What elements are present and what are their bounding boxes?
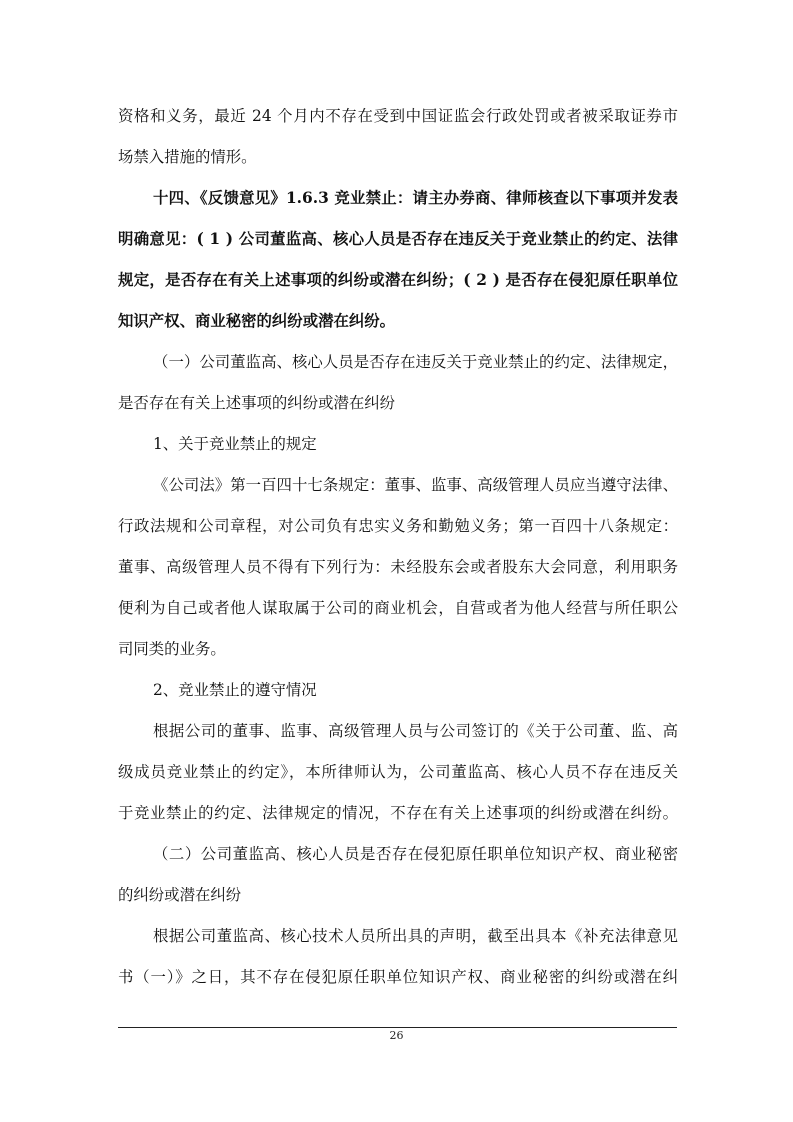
- question-heading-line: 十四、《反馈意见》1.6.3 竞业禁止：请主办券商、律师核查以下事项并发表: [153, 189, 678, 207]
- paragraph-line: 书（一）》之日，其不存在侵犯原任职单位知识产权、商业秘密的纠纷或潜在纠: [118, 968, 678, 986]
- paragraph-line: 行政法规和公司章程，对公司负有忠实义务和勤勉义务；第一百四十八条规定：: [118, 517, 678, 535]
- section-heading-line: （一）公司董监高、核心人员是否存在违反关于竞业禁止的约定、法律规定，: [153, 353, 678, 371]
- paragraph-line: 董事、高级管理人员不得有下列行为：未经股东会或者股东大会同意，利用职务: [118, 558, 678, 576]
- section-heading-line: 是否存在有关上述事项的纠纷或潜在纠纷: [118, 394, 396, 412]
- question-heading-line: 规定，是否存在有关上述事项的纠纷或潜在纠纷；( 2 ) 是否存在侵犯原任职单位: [118, 271, 678, 289]
- paragraph-line: 于竞业禁止的约定、法律规定的情况，不存在有关上述事项的纠纷或潜在纠纷。: [118, 804, 678, 822]
- paragraph-line: 根据公司董监高、核心技术人员所出具的声明，截至出具本《补充法律意见: [153, 927, 678, 945]
- question-heading-line: 明确意见：( 1 ) 公司董监高、核心人员是否存在违反关于竞业禁止的约定、法律: [118, 230, 678, 248]
- paragraph-line: 便利为自己或者他人谋取属于公司的商业机会，自营或者为他人经营与所任职公: [118, 599, 678, 617]
- paragraph-line: 《公司法》第一百四十七条规定：董事、监事、高级管理人员应当遵守法律、: [153, 476, 678, 494]
- paragraph-line: 资格和义务，最近 24 个月内不存在受到中国证监会行政处罚或者被采取证券市: [118, 107, 678, 125]
- paragraph-line: 级成员竞业禁止的约定》，本所律师认为，公司董监高、核心人员不存在违反关: [118, 763, 678, 781]
- subsection-heading: 1、关于竞业禁止的规定: [153, 435, 317, 453]
- section-heading-line: （二）公司董监高、核心人员是否存在侵犯原任职单位知识产权、商业秘密: [153, 845, 678, 863]
- body-text: [118, 96, 678, 998]
- paragraph-line: 根据公司的董事、监事、高级管理人员与公司签订的《关于公司董、监、高: [153, 722, 678, 740]
- section-heading-line: 的纠纷或潜在纠纷: [118, 886, 242, 904]
- footer-divider: [118, 1027, 677, 1028]
- paragraph-line: 司同类的业务。: [118, 640, 226, 658]
- subsection-heading: 2、竞业禁止的遵守情况: [153, 681, 317, 699]
- question-heading-line: 知识产权、商业秘密的纠纷或潜在纠纷。: [118, 312, 396, 330]
- page-number: 26: [389, 1029, 404, 1042]
- paragraph-line: 场禁入措施的情形。: [118, 148, 257, 166]
